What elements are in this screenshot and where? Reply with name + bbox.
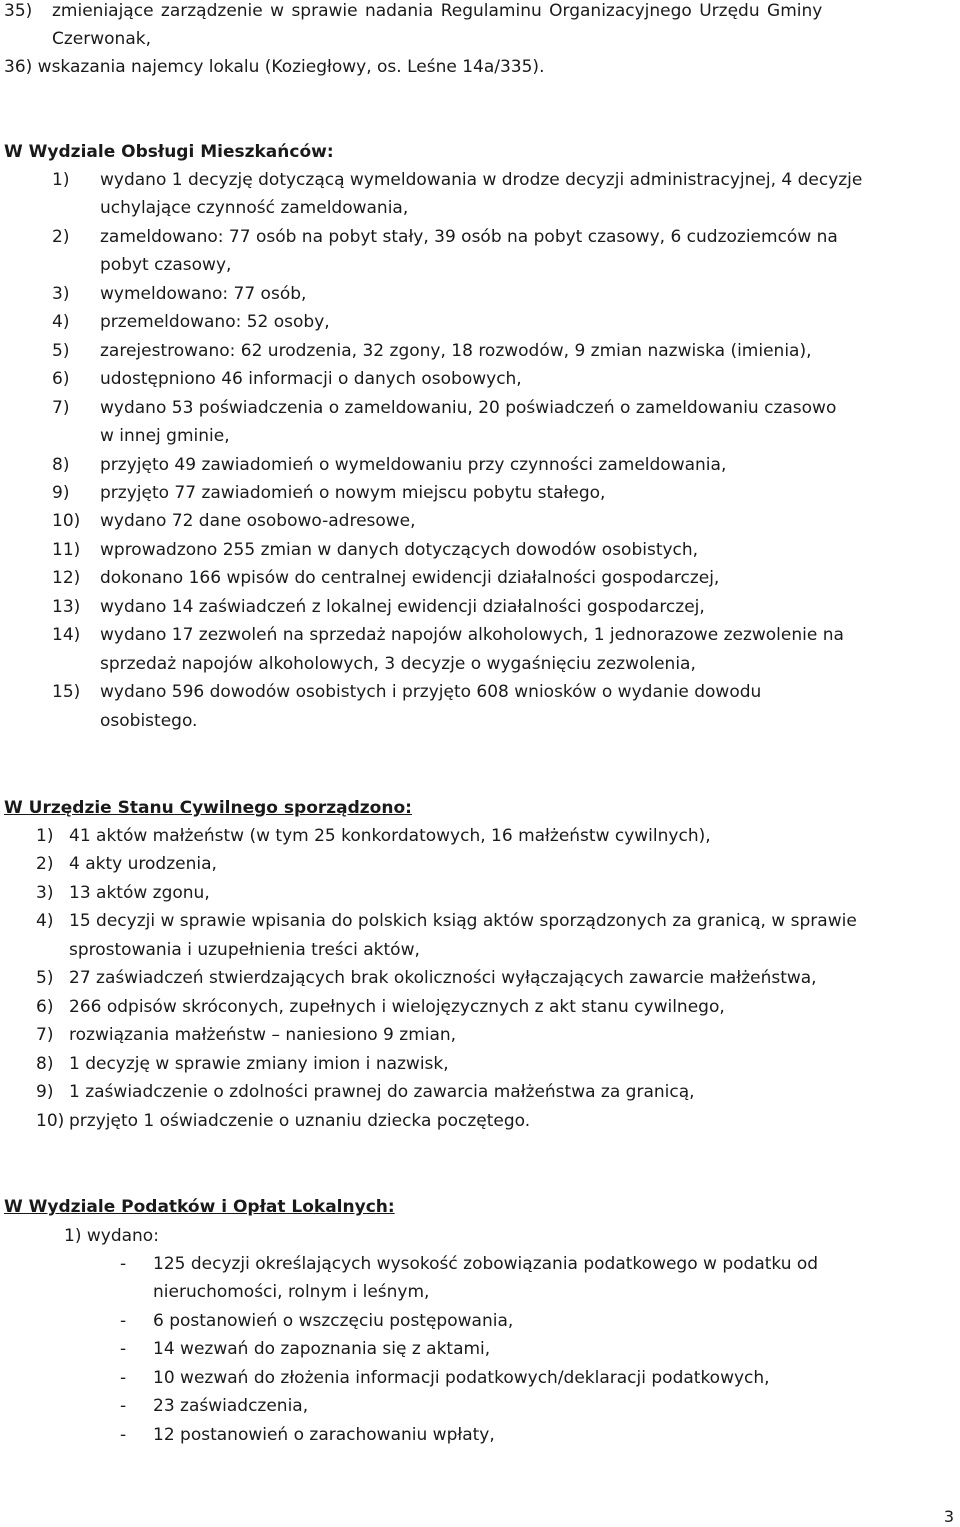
list-item-number: 9) xyxy=(52,482,70,503)
list-item-number: 12) xyxy=(52,568,81,589)
list-item-number: 4) xyxy=(36,911,54,932)
list-item-text: 12 postanowień o zarachowaniu wpłaty, xyxy=(153,1424,495,1445)
list-item-text: 41 aktów małżeństw (w tym 25 konkordatowych, 16 małżeństw cywilnych), xyxy=(69,826,711,846)
list-item-text: przemeldowano: 52 osoby, xyxy=(100,312,330,333)
list-item-number: 4) xyxy=(52,312,70,333)
list-item-number: 15) xyxy=(52,682,81,703)
list-item-text: udostępniono 46 informacji o danych osobowych, xyxy=(100,369,522,390)
list-item-number: 10) xyxy=(36,1110,65,1131)
list-item-text: 14 wezwań do zapoznania się z aktami, xyxy=(153,1339,491,1360)
list-item-number: 7) xyxy=(52,397,70,418)
list-item-text: sprzedaż napojów alkoholowych, 3 decyzje o wygaśnięciu zezwolenia, xyxy=(100,653,696,674)
dash-bullet: - xyxy=(120,1310,127,1331)
list-item-text: nieruchomości, rolnym i leśnym, xyxy=(153,1282,430,1303)
list-item-number: 11) xyxy=(52,539,81,560)
dash-bullet: - xyxy=(120,1254,127,1274)
list-item-text: przyjęto 1 oświadczenie o uznaniu dziecka poczętego. xyxy=(69,1110,531,1131)
list-item-text: zameldowano: 77 osób na pobyt stały, 39 osób na pobyt czasowy, 6 cudzoziemców na xyxy=(100,226,838,247)
list-item-number: 35) xyxy=(4,1,33,21)
list-item-text: 23 zaświadczenia, xyxy=(153,1396,309,1417)
list-item-text: 4 akty urodzenia, xyxy=(69,854,217,875)
section-heading-usc: W Urzędzie Stanu Cywilnego sporządzono: xyxy=(4,798,412,818)
list-item-number: 1) xyxy=(36,826,54,846)
list-item-text: wydano 1 decyzję dotyczącą wymeldowania w drodze decyzji administracyjnej, 4 decyzje xyxy=(100,170,863,190)
page-number: 3 xyxy=(943,1507,954,1526)
list-item-text: zmieniające zarządzenie w sprawie nadania Regulaminu Organizacyjnego Urzędu Gminy xyxy=(52,1,823,21)
list-item-number: 6) xyxy=(52,369,70,390)
list-item-number: 5) xyxy=(36,968,54,989)
list-item-text: w innej gminie, xyxy=(100,426,230,447)
list-item-text: wydano 596 dowodów osobistych i przyjęto 608 wniosków o wydanie dowodu xyxy=(100,682,762,703)
list-item-text: uchylające czynność zameldowania, xyxy=(100,198,409,219)
list-item-text: wprowadzono 255 zmian w danych dotyczących dowodów osobistych, xyxy=(100,539,699,560)
list-item-text: wymeldowano: 77 osób, xyxy=(100,283,307,304)
list-item-text: 36) wskazania najemcy lokalu (Koziegłowy, os. Leśne 14a/335). xyxy=(4,57,545,77)
list-item-text: pobyt czasowy, xyxy=(100,255,232,276)
list-item-text: zarejestrowano: 62 urodzenia, 32 zgony, 18 rozwodów, 9 zmian nazwiska (imienia), xyxy=(100,340,812,361)
list-item-number: 2) xyxy=(52,226,70,247)
list-item-number: 3) xyxy=(52,283,70,304)
list-item-number: 5) xyxy=(52,340,70,361)
section-heading-wom: W Wydziale Obsługi Mieszkańców: xyxy=(4,142,334,162)
list-item-text: przyjęto 77 zawiadomień o nowym miejscu pobytu stałego, xyxy=(100,482,606,503)
list-item-text: dokonano 166 wpisów do centralnej ewidencji działalności gospodarczej, xyxy=(100,568,720,589)
dash-bullet: - xyxy=(120,1424,127,1445)
list-item-text: sprostowania i uzupełnienia treści aktów, xyxy=(69,939,420,960)
list-item-number: 6) xyxy=(36,996,54,1017)
list-item-text: 125 decyzji określających wysokość zobowiązania podatkowego w podatku od xyxy=(153,1254,819,1274)
list-item-text: 266 odpisów skróconych, zupełnych i wielojęzycznych z akt stanu cywilnego, xyxy=(69,996,725,1017)
dash-bullet: - xyxy=(120,1339,127,1360)
list-item-text: 1 decyzję w sprawie zmiany imion i nazwisk, xyxy=(69,1053,449,1074)
list-item-text: wydano 17 zezwoleń na sprzedaż napojów alkoholowych, 1 jednorazowe zezwolenie na xyxy=(100,625,844,646)
list-item-text: Czerwonak, xyxy=(52,29,151,49)
list-item-text: 6 postanowień o wszczęciu postępowania, xyxy=(153,1310,514,1331)
list-item-text: wydano 72 dane osobowo-adresowe, xyxy=(100,511,416,532)
list-item-number: 13) xyxy=(52,596,81,617)
dash-bullet: - xyxy=(120,1367,127,1388)
list-item-number: 7) xyxy=(36,1025,54,1046)
list-item-number: 8) xyxy=(36,1053,54,1074)
list-item-text: 1) wydano: xyxy=(64,1226,159,1246)
list-item-number: 8) xyxy=(52,454,70,475)
list-item-text: 27 zaświadczeń stwierdzających brak okoliczności wyłączających zawarcie małżeństwa, xyxy=(69,968,817,989)
list-item-text: przyjęto 49 zawiadomień o wymeldowaniu przy czynności zameldowania, xyxy=(100,454,727,475)
section-heading-tax: W Wydziale Podatków i Opłat Lokalnych: xyxy=(4,1197,395,1217)
list-item-text: wydano 14 zaświadczeń z lokalnej ewidencji działalności gospodarczej, xyxy=(100,596,705,617)
list-item-text: wydano 53 poświadczenia o zameldowaniu, 20 poświadczeń o zameldowaniu czasowo xyxy=(100,397,837,418)
list-item-number: 1) xyxy=(52,170,70,190)
list-item-text: rozwiązania małżeństw – naniesiono 9 zmian, xyxy=(69,1025,457,1046)
list-item-number: 9) xyxy=(36,1082,54,1103)
list-item-number: 14) xyxy=(52,625,81,646)
dash-bullet: - xyxy=(120,1396,127,1417)
list-item-number: 3) xyxy=(36,882,54,903)
list-item-text: 15 decyzji w sprawie wpisania do polskich ksiąg aktów sporządzonych za granicą, w sprawie xyxy=(69,911,857,932)
list-item-number: 10) xyxy=(52,511,81,532)
list-item-text: 10 wezwań do złożenia informacji podatkowych/deklaracji podatkowych, xyxy=(153,1367,770,1388)
list-item-text: osobistego. xyxy=(100,710,198,731)
list-item-text: 1 zaświadczenie o zdolności prawnej do zawarcia małżeństwa za granicą, xyxy=(69,1082,695,1103)
list-item-text: 13 aktów zgonu, xyxy=(69,882,210,903)
list-item-number: 2) xyxy=(36,854,54,875)
